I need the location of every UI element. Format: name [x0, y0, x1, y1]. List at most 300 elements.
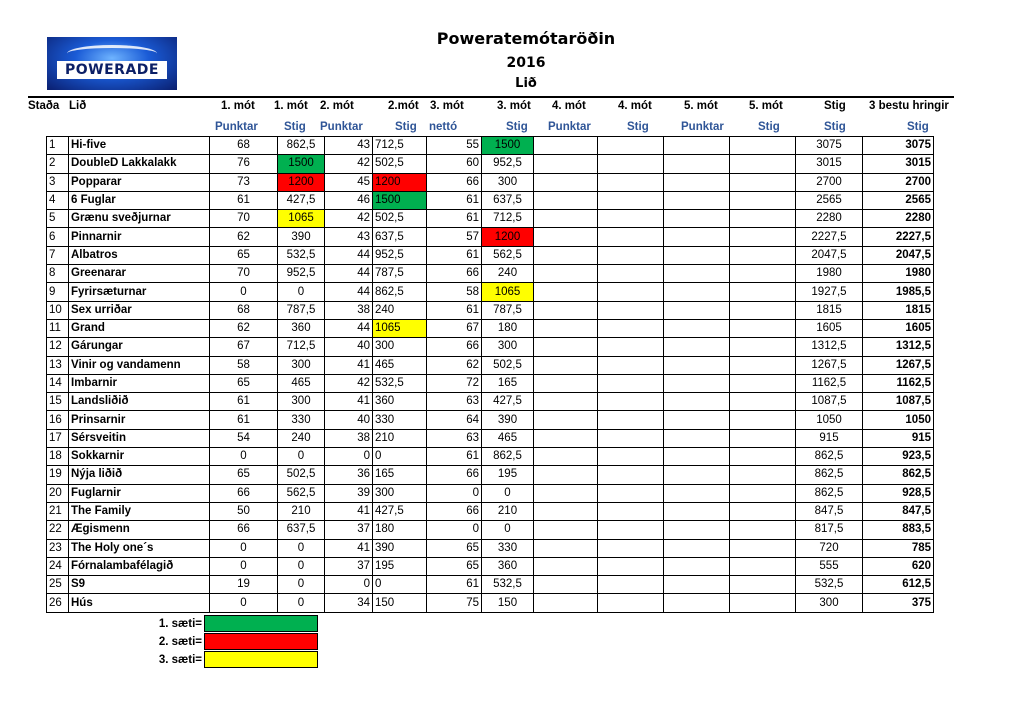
cell-s2: 0: [373, 448, 427, 466]
cell-pos: 9: [47, 283, 69, 301]
cell-s2: 952,5: [373, 246, 427, 264]
cell-total: 2565: [796, 191, 863, 209]
cell-total: 720: [796, 539, 863, 557]
cell-empty: [598, 228, 664, 246]
table-row: [47, 429, 934, 447]
cell-s1: 1500: [278, 155, 325, 173]
table-row: [47, 265, 934, 283]
cell-s3: 390: [482, 411, 534, 429]
cell-s3: 330: [482, 539, 534, 557]
cell-best: 3075: [863, 137, 934, 155]
cell-empty: [534, 210, 598, 228]
legend-swatch: [204, 633, 318, 650]
cell-best: 1980: [863, 265, 934, 283]
cell-team: Sex urriðar: [69, 301, 210, 319]
cell-team: Sérsveitin: [69, 429, 210, 447]
table-row: [47, 338, 934, 356]
table-row: [47, 521, 934, 539]
cell-pos: 16: [47, 411, 69, 429]
cell-p3: 61: [427, 576, 482, 594]
cell-team: Fuglarnir: [69, 484, 210, 502]
cell-pos: 12: [47, 338, 69, 356]
cell-empty: [664, 173, 730, 191]
cell-empty: [730, 137, 796, 155]
cell-best: 1985,5: [863, 283, 934, 301]
cell-best: 2700: [863, 173, 934, 191]
header-divider: [28, 96, 954, 98]
cell-s1: 1065: [278, 210, 325, 228]
cell-s1: 502,5: [278, 466, 325, 484]
cell-s1: 637,5: [278, 521, 325, 539]
cell-team: Nýja liðið: [69, 466, 210, 484]
cell-s3: 427,5: [482, 393, 534, 411]
cell-empty: [598, 576, 664, 594]
cell-pos: 23: [47, 539, 69, 557]
cell-empty: [730, 173, 796, 191]
cell-total: 532,5: [796, 576, 863, 594]
cell-team: Landsliðið: [69, 393, 210, 411]
cell-s2: 862,5: [373, 283, 427, 301]
cell-pos: 22: [47, 521, 69, 539]
cell-p3: 61: [427, 246, 482, 264]
cell-empty: [730, 539, 796, 557]
cell-team: The Holy one´s: [69, 539, 210, 557]
cell-s2: 0: [373, 576, 427, 594]
cell-best: 915: [863, 429, 934, 447]
cell-s2: 150: [373, 594, 427, 612]
cell-s1: 330: [278, 411, 325, 429]
cell-empty: [664, 301, 730, 319]
cell-empty: [598, 557, 664, 575]
cell-pos: 13: [47, 356, 69, 374]
cell-team: Sokkarnir: [69, 448, 210, 466]
cell-empty: [598, 319, 664, 337]
cell-s2: 165: [373, 466, 427, 484]
subheader-stig-3: Stig: [506, 121, 528, 133]
header-best: 3 bestu hringir: [869, 100, 949, 112]
cell-p3: 64: [427, 411, 482, 429]
cell-pos: 1: [47, 137, 69, 155]
cell-s3: 180: [482, 319, 534, 337]
cell-p3: 66: [427, 502, 482, 520]
cell-s1: 952,5: [278, 265, 325, 283]
legend-swatch: [204, 651, 318, 668]
cell-empty: [598, 338, 664, 356]
cell-empty: [598, 484, 664, 502]
cell-s1: 0: [278, 283, 325, 301]
cell-s1: 0: [278, 539, 325, 557]
cell-p1: 19: [210, 576, 278, 594]
legend-label: 1. sæti=: [158, 618, 202, 630]
cell-empty: [730, 393, 796, 411]
cell-empty: [664, 210, 730, 228]
cell-empty: [730, 155, 796, 173]
cell-empty: [664, 484, 730, 502]
cell-team: Grand: [69, 319, 210, 337]
cell-s3: 532,5: [482, 576, 534, 594]
header-stada: Staða: [28, 100, 60, 112]
cell-total: 862,5: [796, 448, 863, 466]
cell-p2: 34: [325, 594, 373, 612]
subheader-stig-total: Stig: [824, 121, 846, 133]
table-row: [47, 283, 934, 301]
cell-empty: [730, 374, 796, 392]
cell-best: 2227,5: [863, 228, 934, 246]
cell-pos: 5: [47, 210, 69, 228]
cell-empty: [730, 557, 796, 575]
cell-pos: 20: [47, 484, 69, 502]
cell-empty: [534, 265, 598, 283]
cell-s3: 952,5: [482, 155, 534, 173]
cell-empty: [598, 539, 664, 557]
cell-best: 862,5: [863, 466, 934, 484]
cell-s2: 360: [373, 393, 427, 411]
cell-s2: 390: [373, 539, 427, 557]
cell-empty: [664, 246, 730, 264]
cell-team: Fyrirsæturnar: [69, 283, 210, 301]
header-mot5-stig: 5. mót: [749, 100, 783, 112]
cell-empty: [664, 448, 730, 466]
cell-team: Prinsarnir: [69, 411, 210, 429]
cell-s1: 300: [278, 356, 325, 374]
cell-team: Hús: [69, 594, 210, 612]
cell-empty: [664, 539, 730, 557]
cell-empty: [598, 210, 664, 228]
cell-total: 3075: [796, 137, 863, 155]
cell-empty: [664, 319, 730, 337]
cell-pos: 19: [47, 466, 69, 484]
cell-p3: 0: [427, 521, 482, 539]
cell-s3: 862,5: [482, 448, 534, 466]
cell-pos: 4: [47, 191, 69, 209]
subheader-punktar-4: Punktar: [548, 121, 591, 133]
table-row: [47, 502, 934, 520]
cell-team: The Family: [69, 502, 210, 520]
cell-p1: 70: [210, 265, 278, 283]
cell-s2: 637,5: [373, 228, 427, 246]
cell-empty: [534, 338, 598, 356]
cell-best: 928,5: [863, 484, 934, 502]
cell-s2: 427,5: [373, 502, 427, 520]
cell-s2: 502,5: [373, 210, 427, 228]
standings-body: [47, 137, 934, 613]
legend-swatch: [204, 615, 318, 632]
cell-s1: 862,5: [278, 137, 325, 155]
cell-best: 375: [863, 594, 934, 612]
cell-s3: 712,5: [482, 210, 534, 228]
cell-p1: 73: [210, 173, 278, 191]
subheader-stig-5: Stig: [758, 121, 780, 133]
cell-empty: [534, 576, 598, 594]
cell-p3: 62: [427, 356, 482, 374]
cell-p1: 58: [210, 356, 278, 374]
cell-p2: 46: [325, 191, 373, 209]
cell-pos: 26: [47, 594, 69, 612]
cell-p1: 65: [210, 466, 278, 484]
cell-empty: [730, 466, 796, 484]
cell-empty: [598, 191, 664, 209]
subheader-punktar-1: Punktar: [215, 121, 258, 133]
subheader-punktar-5: Punktar: [681, 121, 724, 133]
header-stig-total: Stig: [824, 100, 846, 112]
cell-empty: [534, 301, 598, 319]
cell-empty: [730, 484, 796, 502]
cell-s2: 240: [373, 301, 427, 319]
cell-p3: 63: [427, 393, 482, 411]
cell-s3: 637,5: [482, 191, 534, 209]
cell-p2: 40: [325, 338, 373, 356]
cell-p3: 65: [427, 557, 482, 575]
cell-best: 1087,5: [863, 393, 934, 411]
cell-empty: [730, 210, 796, 228]
cell-p1: 62: [210, 319, 278, 337]
cell-p3: 61: [427, 191, 482, 209]
cell-p2: 0: [325, 576, 373, 594]
cell-empty: [664, 191, 730, 209]
subheader-netto-3: nettó: [429, 121, 458, 133]
cell-total: 300: [796, 594, 863, 612]
cell-empty: [664, 594, 730, 612]
cell-best: 1605: [863, 319, 934, 337]
cell-s1: 712,5: [278, 338, 325, 356]
cell-p2: 37: [325, 521, 373, 539]
cell-best: 1267,5: [863, 356, 934, 374]
cell-best: 612,5: [863, 576, 934, 594]
table-row: [47, 374, 934, 392]
cell-s3: 300: [482, 173, 534, 191]
cell-p2: 41: [325, 393, 373, 411]
cell-pos: 3: [47, 173, 69, 191]
cell-empty: [598, 246, 664, 264]
cell-total: 3015: [796, 155, 863, 173]
cell-s2: 465: [373, 356, 427, 374]
cell-empty: [664, 411, 730, 429]
logo-text: POWERADE: [57, 61, 167, 79]
cell-empty: [598, 429, 664, 447]
cell-s1: 0: [278, 448, 325, 466]
cell-p2: 41: [325, 539, 373, 557]
cell-team: S9: [69, 576, 210, 594]
cell-empty: [730, 356, 796, 374]
cell-p2: 45: [325, 173, 373, 191]
cell-best: 2565: [863, 191, 934, 209]
cell-empty: [664, 283, 730, 301]
subheader-stig-2: Stig: [395, 121, 417, 133]
cell-empty: [730, 283, 796, 301]
cell-p3: 66: [427, 466, 482, 484]
cell-s3: 165: [482, 374, 534, 392]
table-row: [47, 448, 934, 466]
cell-empty: [534, 448, 598, 466]
subheader-stig-best: Stig: [907, 121, 929, 133]
cell-s2: 532,5: [373, 374, 427, 392]
cell-empty: [598, 301, 664, 319]
cell-empty: [598, 283, 664, 301]
cell-empty: [598, 265, 664, 283]
cell-s1: 390: [278, 228, 325, 246]
header-mot3: 3. mót: [430, 100, 464, 112]
cell-p2: 38: [325, 301, 373, 319]
cell-p2: 44: [325, 246, 373, 264]
cell-s3: 787,5: [482, 301, 534, 319]
cell-s2: 210: [373, 429, 427, 447]
cell-p1: 61: [210, 393, 278, 411]
cell-s3: 240: [482, 265, 534, 283]
cell-pos: 14: [47, 374, 69, 392]
cell-pos: 18: [47, 448, 69, 466]
cell-p2: 44: [325, 283, 373, 301]
cell-pos: 10: [47, 301, 69, 319]
cell-best: 923,5: [863, 448, 934, 466]
cell-empty: [598, 466, 664, 484]
cell-p1: 68: [210, 301, 278, 319]
cell-empty: [730, 246, 796, 264]
cell-best: 847,5: [863, 502, 934, 520]
cell-empty: [534, 429, 598, 447]
table-row: [47, 356, 934, 374]
table-row: [47, 557, 934, 575]
cell-empty: [730, 265, 796, 283]
table-row: [47, 301, 934, 319]
cell-empty: [664, 502, 730, 520]
cell-s2: 180: [373, 521, 427, 539]
cell-p3: 66: [427, 173, 482, 191]
cell-empty: [534, 137, 598, 155]
cell-empty: [534, 155, 598, 173]
table-row: [47, 173, 934, 191]
cell-empty: [598, 502, 664, 520]
cell-empty: [664, 557, 730, 575]
page-title: Poweratemótaröðin: [436, 29, 616, 48]
cell-s2: 300: [373, 338, 427, 356]
cell-p3: 65: [427, 539, 482, 557]
cell-s3: 465: [482, 429, 534, 447]
cell-s2: 300: [373, 484, 427, 502]
cell-s3: 1200: [482, 228, 534, 246]
cell-pos: 8: [47, 265, 69, 283]
table-row: [47, 155, 934, 173]
cell-empty: [534, 319, 598, 337]
cell-total: 817,5: [796, 521, 863, 539]
header-mot2: 2. mót: [320, 100, 354, 112]
table-row: [47, 319, 934, 337]
table-row: [47, 411, 934, 429]
cell-total: 915: [796, 429, 863, 447]
page-year: 2016: [506, 55, 546, 71]
cell-team: 6 Fuglar: [69, 191, 210, 209]
cell-p3: 67: [427, 319, 482, 337]
header-mot4-stig: 4. mót: [618, 100, 652, 112]
cell-empty: [534, 246, 598, 264]
cell-total: 1050: [796, 411, 863, 429]
cell-p2: 39: [325, 484, 373, 502]
cell-total: 1312,5: [796, 338, 863, 356]
cell-empty: [534, 393, 598, 411]
cell-empty: [598, 411, 664, 429]
cell-p1: 0: [210, 283, 278, 301]
cell-empty: [730, 502, 796, 520]
cell-p1: 66: [210, 484, 278, 502]
cell-empty: [664, 228, 730, 246]
cell-p2: 42: [325, 155, 373, 173]
cell-s2: 1200: [373, 173, 427, 191]
cell-empty: [534, 191, 598, 209]
cell-s2: 330: [373, 411, 427, 429]
cell-p3: 61: [427, 448, 482, 466]
cell-team: Pinnarnir: [69, 228, 210, 246]
cell-s3: 195: [482, 466, 534, 484]
cell-p1: 0: [210, 594, 278, 612]
cell-empty: [534, 502, 598, 520]
header-mot3-stig: 3. mót: [497, 100, 531, 112]
cell-s3: 0: [482, 521, 534, 539]
cell-s3: 0: [482, 484, 534, 502]
cell-best: 3015: [863, 155, 934, 173]
cell-empty: [598, 594, 664, 612]
cell-empty: [534, 356, 598, 374]
cell-empty: [664, 393, 730, 411]
cell-p2: 0: [325, 448, 373, 466]
cell-p2: 38: [325, 429, 373, 447]
cell-team: DoubleD Lakkalakk: [69, 155, 210, 173]
cell-empty: [664, 155, 730, 173]
page-subtitle: Lið: [515, 76, 537, 91]
table-row: [47, 191, 934, 209]
cell-total: 1927,5: [796, 283, 863, 301]
cell-pos: 24: [47, 557, 69, 575]
cell-pos: 2: [47, 155, 69, 173]
cell-total: 1267,5: [796, 356, 863, 374]
cell-p1: 61: [210, 411, 278, 429]
cell-empty: [664, 374, 730, 392]
table-row: [47, 246, 934, 264]
cell-p3: 66: [427, 338, 482, 356]
cell-best: 1815: [863, 301, 934, 319]
cell-team: Imbarnir: [69, 374, 210, 392]
cell-s1: 360: [278, 319, 325, 337]
cell-total: 1815: [796, 301, 863, 319]
cell-p3: 63: [427, 429, 482, 447]
cell-pos: 25: [47, 576, 69, 594]
cell-empty: [664, 521, 730, 539]
cell-best: 1312,5: [863, 338, 934, 356]
legend-label: 2. sæti=: [158, 636, 202, 648]
cell-p1: 68: [210, 137, 278, 155]
table-row: [47, 228, 934, 246]
cell-p2: 43: [325, 228, 373, 246]
standings-table: [46, 136, 934, 613]
subheader-stig-4: Stig: [627, 121, 649, 133]
cell-total: 1605: [796, 319, 863, 337]
cell-empty: [534, 411, 598, 429]
cell-empty: [598, 393, 664, 411]
cell-p1: 65: [210, 374, 278, 392]
cell-total: 862,5: [796, 484, 863, 502]
cell-p2: 37: [325, 557, 373, 575]
cell-empty: [534, 173, 598, 191]
cell-p2: 43: [325, 137, 373, 155]
cell-total: 1087,5: [796, 393, 863, 411]
cell-empty: [664, 429, 730, 447]
cell-p1: 0: [210, 557, 278, 575]
cell-p3: 0: [427, 484, 482, 502]
cell-team: Albatros: [69, 246, 210, 264]
cell-team: Vinir og vandamenn: [69, 356, 210, 374]
cell-s1: 465: [278, 374, 325, 392]
cell-empty: [730, 191, 796, 209]
subheader-stig-1: Stig: [284, 121, 306, 133]
cell-total: 862,5: [796, 466, 863, 484]
